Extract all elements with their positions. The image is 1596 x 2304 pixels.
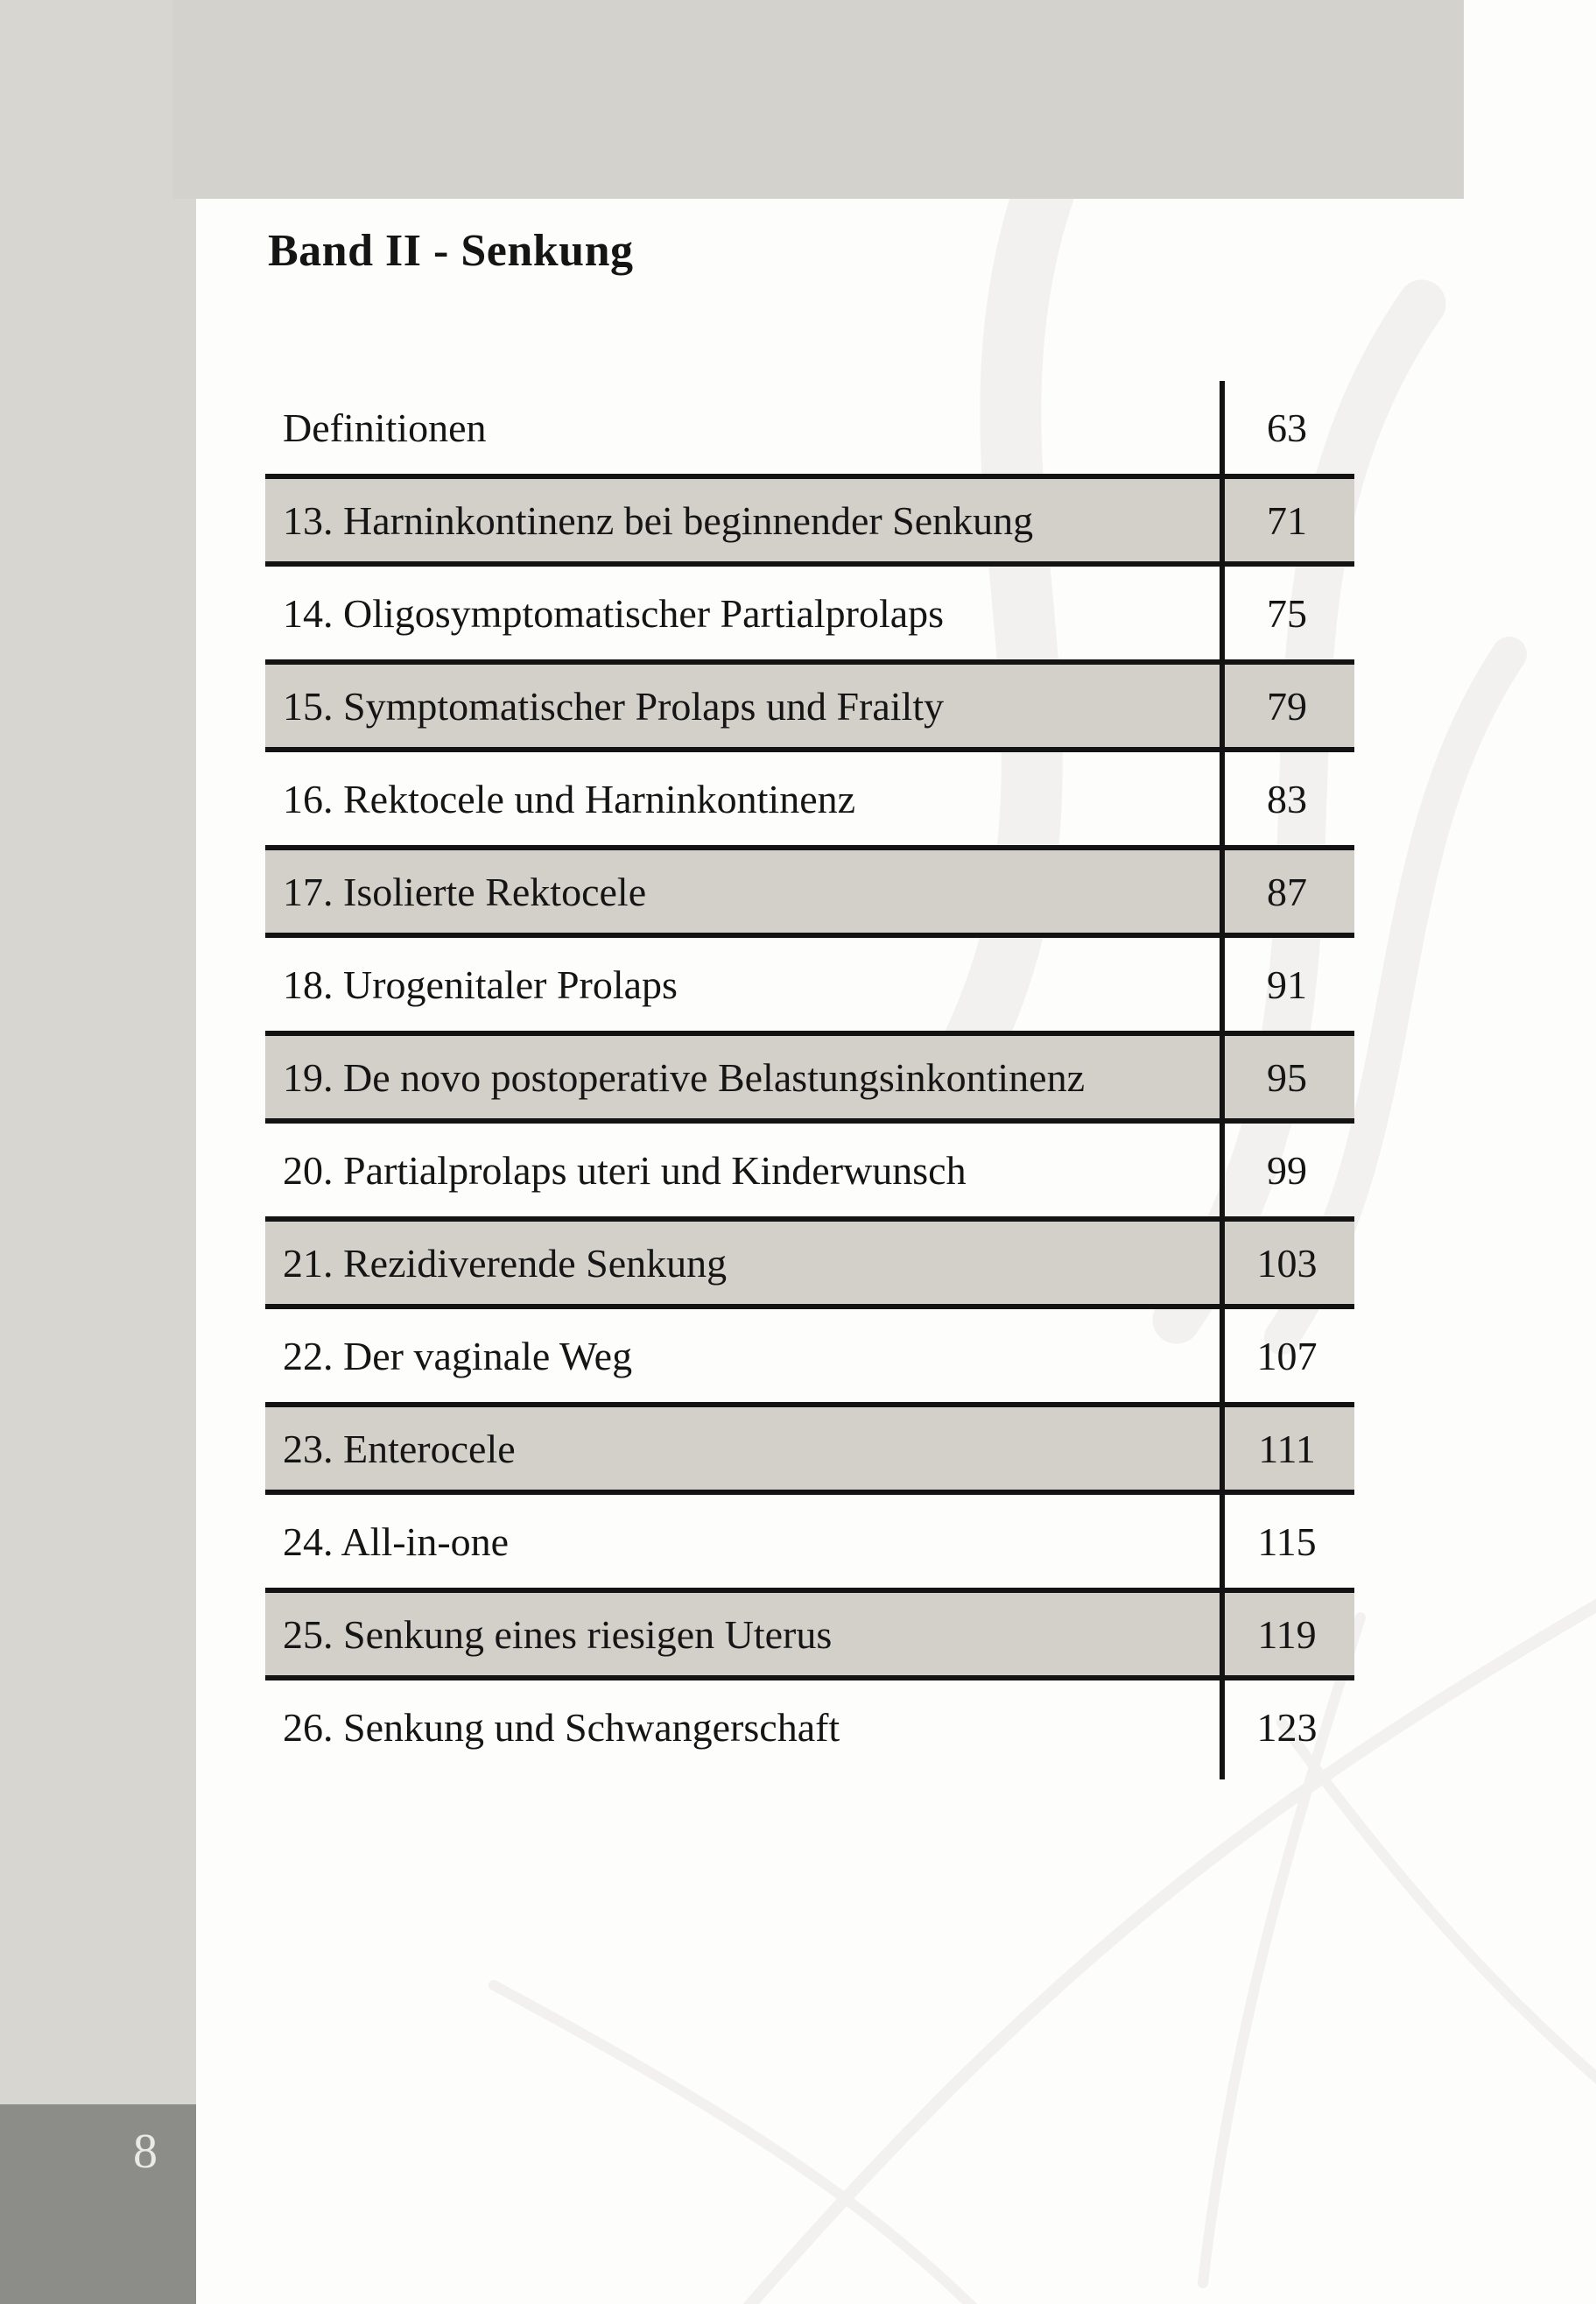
toc-row — [265, 474, 1354, 567]
toc-row — [265, 938, 1354, 1031]
toc-row-label: 19. De novo postoperative Belastungsinkontinenz — [283, 1054, 1086, 1100]
toc-row — [265, 752, 1354, 845]
toc-table — [265, 381, 1354, 1773]
toc-row-label: Definitionen — [283, 405, 487, 450]
toc-row-label: 23. Enterocele — [283, 1426, 516, 1471]
toc-row — [265, 567, 1354, 659]
toc-row — [265, 659, 1354, 752]
toc-row-page-number: 71 — [1267, 497, 1307, 543]
toc-page-number-divider-rule — [1220, 381, 1225, 1779]
toc-row — [265, 1588, 1354, 1680]
toc-row — [265, 381, 1354, 474]
toc-row — [265, 1402, 1354, 1495]
toc-row-page-number: 107 — [1256, 1333, 1318, 1378]
toc-row-page-number: 123 — [1256, 1704, 1318, 1750]
folio-page-number: 8 — [133, 2124, 158, 2179]
toc-row — [265, 1309, 1354, 1402]
toc-row-page-number: 91 — [1267, 962, 1307, 1007]
page-corner-top-right — [1464, 0, 1596, 201]
toc-row — [265, 1124, 1354, 1216]
toc-row-label: 16. Rektocele und Harninkontinenz — [283, 776, 856, 821]
toc-row-page-number: 115 — [1257, 1518, 1317, 1564]
toc-row-page-number: 63 — [1267, 405, 1307, 450]
toc-row-label: 25. Senkung eines riesigen Uterus — [283, 1611, 833, 1657]
toc-row-label: 20. Partialprolaps uteri und Kinderwunsch — [283, 1147, 967, 1193]
toc-row-page-number: 79 — [1267, 683, 1307, 729]
toc-row — [265, 1495, 1354, 1588]
toc-row-page-number: 95 — [1267, 1054, 1307, 1100]
toc-row-page-number: 87 — [1267, 869, 1307, 914]
toc-row-label: 24. All-in-one — [283, 1518, 510, 1564]
backdrop-top-band — [172, 0, 1464, 199]
toc-row — [265, 845, 1354, 938]
toc-row-page-number: 111 — [1258, 1426, 1316, 1471]
toc-row — [265, 1680, 1354, 1773]
toc-row-label: 17. Isolierte Rektocele — [283, 869, 647, 914]
toc-row-label: 15. Symptomatischer Prolaps und Frailty — [283, 683, 945, 729]
toc-row-label: 18. Urogenitaler Prolaps — [283, 962, 678, 1007]
toc-row — [265, 1031, 1354, 1124]
toc-row-page-number: 83 — [1267, 776, 1307, 821]
toc-row-label: 26. Senkung und Schwangerschaft — [283, 1704, 840, 1750]
toc-row-label: 22. Der vaginale Weg — [283, 1333, 633, 1378]
toc-row-page-number: 75 — [1267, 590, 1307, 636]
toc-row-label: 21. Rezidiverende Senkung — [283, 1240, 728, 1286]
page-body — [196, 199, 1596, 2304]
folio-tab — [0, 2104, 196, 2304]
toc-row-page-number: 103 — [1256, 1240, 1318, 1286]
section-title: Band II - Senkung — [268, 226, 634, 276]
toc-row-label: 13. Harninkontinenz bei beginnender Senkung — [283, 497, 1034, 543]
toc-row-page-number: 119 — [1257, 1611, 1317, 1657]
toc-row-page-number: 99 — [1267, 1147, 1307, 1193]
toc-row-label: 14. Oligosymptomatischer Partialprolaps — [283, 590, 945, 636]
toc-row — [265, 1216, 1354, 1309]
